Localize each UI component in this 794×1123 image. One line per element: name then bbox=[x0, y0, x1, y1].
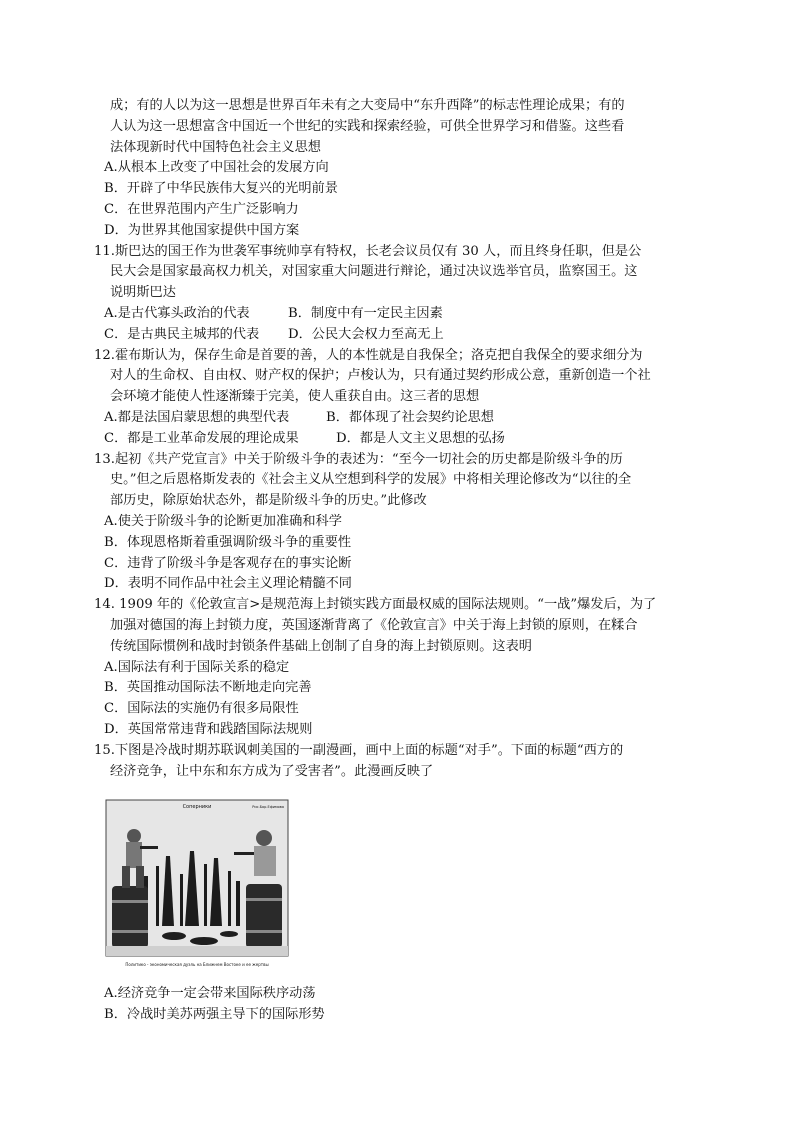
q12-option-a[interactable]: A.都是法国启蒙思想的典型代表 bbox=[104, 409, 290, 425]
exam-page bbox=[94, 96, 704, 1026]
q13-stem: 13.起初《共产党宣言》中关于阶级斗争的表述为：“至今一切社会的历史都是阶级斗争的历 bbox=[94, 451, 623, 467]
q10-option-b[interactable]: B．开辟了中华民族伟大复兴的光明前景 bbox=[104, 181, 338, 197]
q13-text-line: 史。”但之后恩格斯发表的《社会主义从空想到科学的发展》中将相关理论修改为“以往的全 bbox=[110, 472, 632, 488]
q12-options-row bbox=[104, 408, 704, 429]
q15-stem: 15.下图是冷战时期苏联讽刺美国的一副漫画，画中上面的标题“对手”。下面的标题“西方的 bbox=[94, 742, 624, 758]
q12-options-row bbox=[104, 429, 704, 450]
q10-text-line: 法体现新时代中国特色社会主义思想 bbox=[110, 139, 321, 155]
cold-war-cartoon bbox=[104, 796, 290, 976]
q15-option-a[interactable]: A.经济竞争一定会带来国际秩序动荡 bbox=[104, 986, 316, 1002]
q10-option-c[interactable]: C．在世界范围内产生广泛影响力 bbox=[104, 201, 299, 217]
q14-option-b[interactable]: B．英国推动国际法不断地走向完善 bbox=[104, 680, 312, 696]
q11-text-line: 民大会是国家最高权力机关，对国家重大问题进行辩论，通过决议选举官员，监察国王。这 bbox=[110, 264, 638, 280]
q14-stem: 14. 1909 年的《伦敦宣言>是规范海上封锁实践方面最权威的国际法规则。“一战”爆发后，为了 bbox=[94, 597, 657, 613]
q11-option-c[interactable]: C．是古典民主城邦的代表 bbox=[104, 326, 260, 342]
q13-option-d[interactable]: D．表明不同作品中社会主义理论精髓不同 bbox=[104, 576, 352, 592]
left-barrel bbox=[112, 886, 148, 948]
cartoon-title: Соперники bbox=[182, 804, 212, 811]
q10-text-line: 人认为这一思想富含中国近一个世纪的实践和探索经验，可供全世界学习和借鉴。这些看 bbox=[110, 118, 625, 134]
right-barrel bbox=[246, 884, 282, 948]
q11-stem: 11.斯巴达的国王作为世袭军事统帅享有特权，长老会议员仅有 30 人，而且终身任职，但是公 bbox=[94, 243, 642, 259]
q11-options-row bbox=[104, 325, 704, 346]
cartoon-corner-text: Рис.Бор.Ефимова bbox=[252, 805, 284, 810]
q13-text-line: 部历史，除原始状态外，都是阶级斗争的历史。”此修改 bbox=[110, 493, 427, 509]
q14-option-a[interactable]: A.国际法有利于国际关系的稳定 bbox=[104, 659, 290, 675]
q12-stem: 12.霍布斯认为，保存生命是首要的善，人的本性就是自我保全；洛克把自我保全的要求细分为 bbox=[94, 347, 643, 363]
q14-option-c[interactable]: C．国际法的实施仍有很多局限性 bbox=[104, 701, 299, 717]
q11-text-line: 说明斯巴达 bbox=[110, 285, 176, 301]
q12-option-c[interactable]: C．都是工业革命发展的理论成果 bbox=[104, 430, 299, 446]
q10-option-d[interactable]: D．为世界其他国家提供中国方案 bbox=[104, 222, 300, 238]
q13-option-c[interactable]: C．违背了阶级斗争是客观存在的事实论断 bbox=[104, 555, 352, 571]
q13-option-b[interactable]: B．体现恩格斯着重强调阶级斗争的重要性 bbox=[104, 534, 352, 550]
q11-option-a[interactable]: A.是古代寡头政治的代表 bbox=[104, 305, 250, 321]
q11-options-row bbox=[104, 304, 704, 325]
q10-option-a[interactable]: A.从根本上改变了中国社会的发展方向 bbox=[104, 160, 329, 176]
cartoon-illustration bbox=[104, 796, 290, 976]
q10-text-line: 成；有的人以为这一思想是世界百年未有之大变局中“东升西降”的标志性理论成果；有的 bbox=[110, 98, 625, 113]
q14-option-d[interactable]: D．英国常常违背和践踏国际法规则 bbox=[104, 721, 313, 737]
q15-text-line: 经济竞争，让中东和东方成为了受害者”。此漫画反映了 bbox=[110, 763, 434, 779]
q13-option-a[interactable]: A.使关于阶级斗争的论断更加准确和科学 bbox=[104, 513, 342, 529]
q12-option-b[interactable]: B．都体现了社会契约论思想 bbox=[326, 409, 494, 425]
q12-option-d[interactable]: D．都是人文主义思想的弘扬 bbox=[336, 430, 505, 446]
q15-option-b[interactable]: B．冷战时美苏两强主导下的国际形势 bbox=[104, 1007, 325, 1023]
q14-text-line: 加强对德国的海上封锁力度，英国逐渐背离了《伦敦宣言》中关于海上封锁的原则，在糅合 bbox=[110, 617, 638, 633]
q11-option-b[interactable]: B．制度中有一定民主因素 bbox=[288, 305, 443, 321]
q12-text-line: 会环境才能使人性逐渐臻于完美，使人重获自由。这三者的思想 bbox=[110, 389, 480, 405]
q11-option-d[interactable]: D．公民大会权力至高无上 bbox=[288, 326, 444, 342]
q14-text-line: 传统国际惯例和战时封锁条件基础上创制了自身的海上封锁原则。这表明 bbox=[110, 638, 532, 654]
cartoon-caption: Политико - экономическая дуэль на Ближнем Востоке и ее жертвы bbox=[125, 962, 269, 968]
q12-text-line: 对人的生命权、自由权、财产权的保护；卢梭认为，只有通过契约形成公意，重新创造一个社 bbox=[110, 368, 651, 384]
